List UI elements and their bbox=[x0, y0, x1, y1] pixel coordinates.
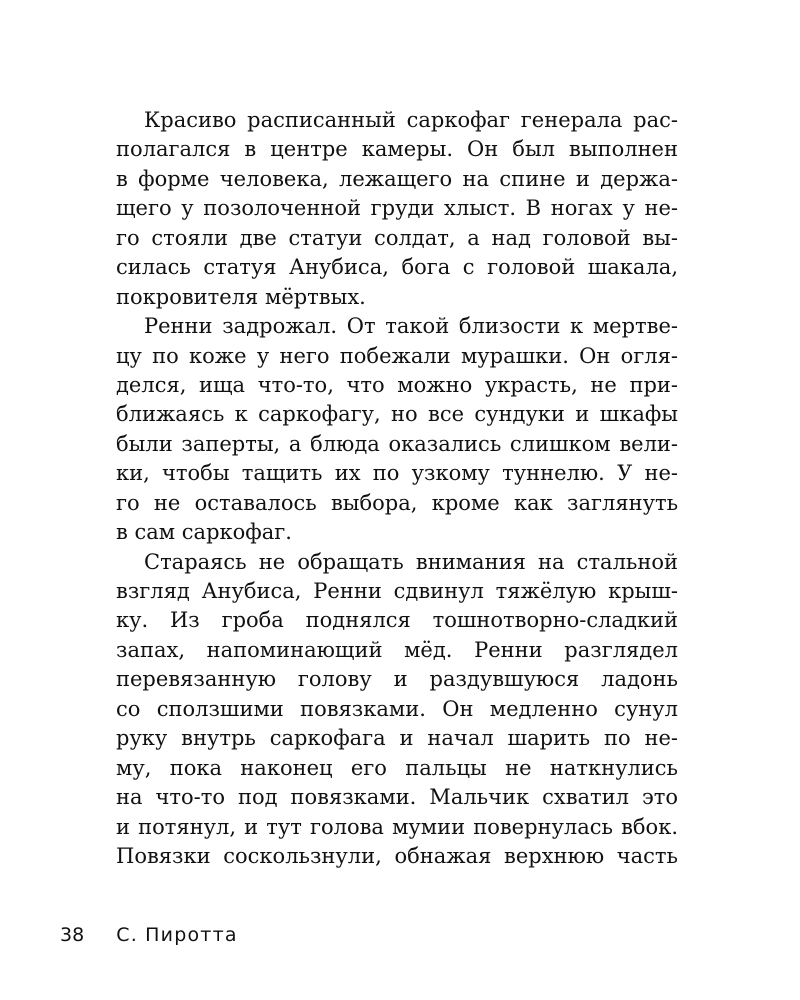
text-line: на что-то под повязками. Мальчик схватил это bbox=[116, 785, 678, 810]
text-line: Повязки соскользнули, обнажая верхнюю часть bbox=[116, 843, 678, 868]
text-line: Красиво расписанный саркофаг генерала рас- bbox=[144, 108, 678, 132]
text-line: руку внутрь саркофага и начал шарить по не- bbox=[116, 726, 678, 751]
text-line: взгляд Анубиса, Ренни сдвинул тяжёлую крыш- bbox=[116, 579, 678, 603]
text-line: полагался в центре камеры. Он был выполнен bbox=[116, 137, 678, 162]
text-line: щего у позолоченной груди хлыст. В ногах у не- bbox=[116, 196, 678, 221]
text-line: в сам саркофаг. bbox=[116, 520, 292, 545]
text-line: в форме человека, лежащего на спине и держа- bbox=[116, 166, 678, 191]
text-line: были заперты, а блюда оказались слишком вели- bbox=[116, 431, 678, 456]
paragraph-2 bbox=[116, 312, 678, 548]
text-line: запах, напоминающий мёд. Ренни разглядел bbox=[116, 637, 678, 662]
text-line: Стараясь не обращать внимания на стальной bbox=[144, 549, 678, 574]
running-head-author: С. Пиротта bbox=[116, 924, 238, 946]
text-line: покровителя мёртвых. bbox=[116, 284, 366, 309]
text-line: ближаясь к саркофагу, но все сундуки и шкафы bbox=[116, 402, 678, 427]
text-line: го стояли две статуи солдат, а над головой вы- bbox=[116, 225, 678, 250]
text-line: ку. Из гроба поднялся тошнотворно-сладкий bbox=[116, 608, 678, 633]
paragraph-1 bbox=[116, 106, 678, 312]
text-line: му, пока наконец его пальцы не наткнулись bbox=[116, 755, 678, 780]
paragraph-3 bbox=[116, 548, 678, 872]
text-line: го не оставалось выбора, кроме как заглянуть bbox=[116, 490, 678, 515]
text-line: ки, чтобы тащить их по узкому туннелю. У не- bbox=[116, 461, 678, 486]
text-line: перевязанную голову и раздувшуюся ладонь bbox=[116, 667, 678, 692]
page-footer bbox=[60, 924, 238, 946]
text-line: цу по коже у него побежали мурашки. Он огля- bbox=[116, 343, 678, 368]
text-line: со сползшими повязками. Он медленно сунул bbox=[116, 696, 678, 721]
text-line: Ренни задрожал. От такой близости к мертве- bbox=[144, 314, 678, 339]
page-number: 38 bbox=[60, 924, 85, 946]
text-line: силась статуя Анубиса, бога с головой шакала, bbox=[116, 255, 678, 280]
body-text bbox=[116, 106, 678, 871]
text-line: и потянул, и тут голова мумии повернулась вбок. bbox=[116, 814, 678, 839]
text-line: делся, ища что-то, что можно украсть, не при- bbox=[116, 372, 678, 397]
